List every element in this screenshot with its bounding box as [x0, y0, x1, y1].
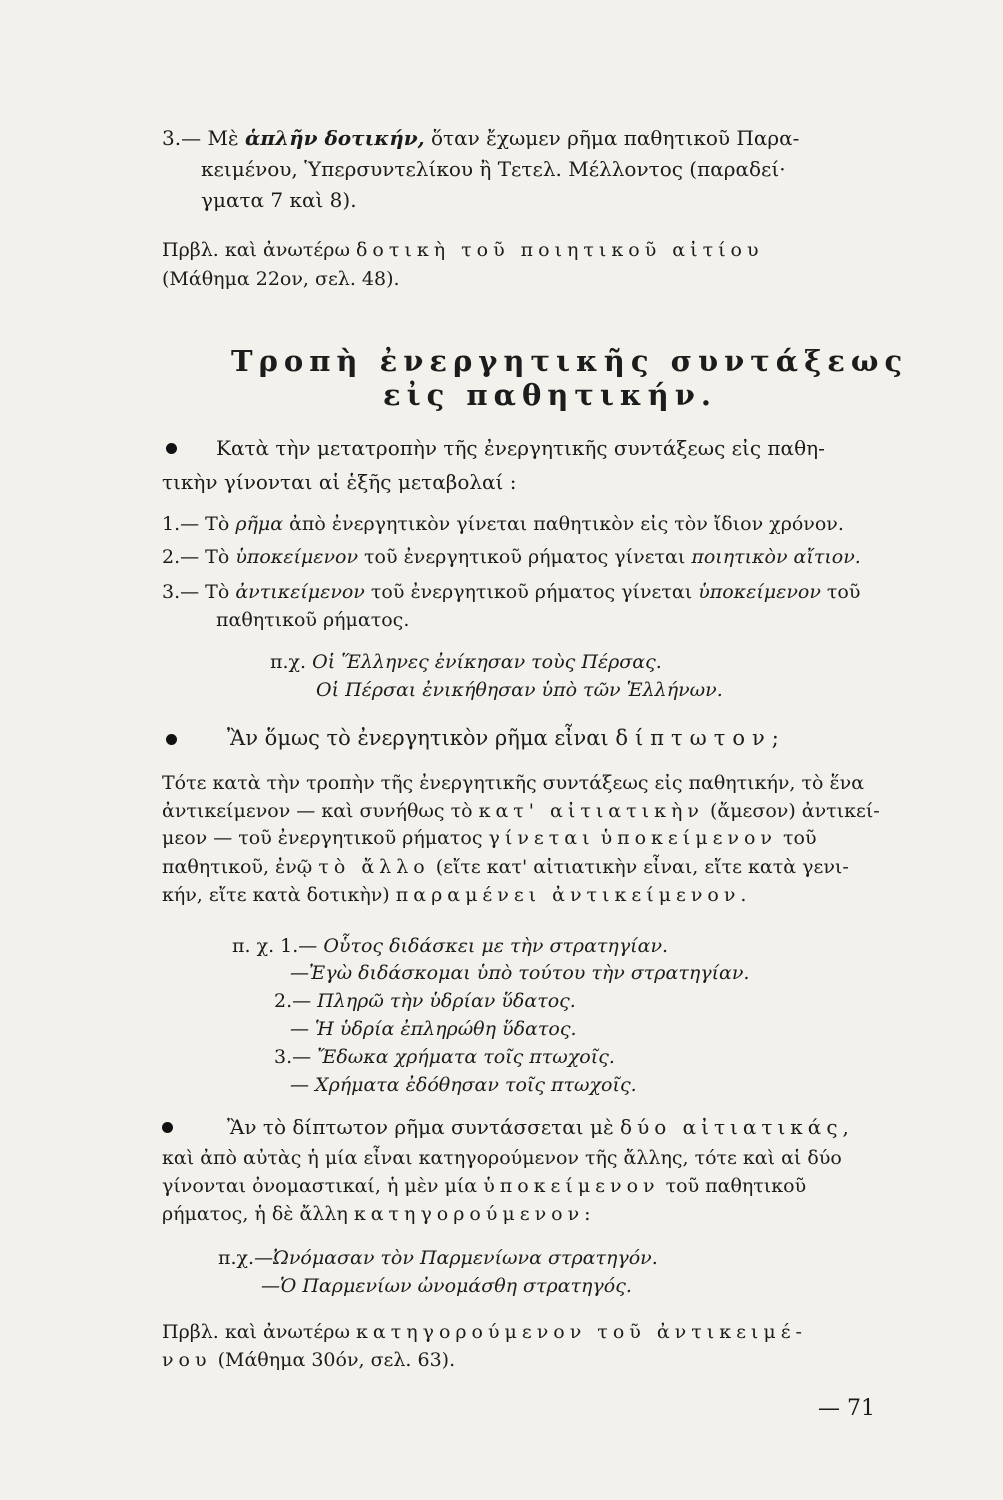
section-heading-line2: εἰς παθητικήν. [383, 378, 717, 412]
para2-line5: παθητικοῦ, ἐνῷ τὸ ἄλλο (εἴτε κατ' αἰτιατικὴν εἶναι, εἴτε κατὰ γενι- [162, 856, 849, 878]
example-2: Οἱ Πέρσαι ἐνικήθησαν ὑπὸ τῶν Ἑλλήνων. [316, 679, 723, 701]
section3-reference: Πρβλ. καὶ ἀνωτέρω δοτικὴ τοῦ ποιητικοῦ αἰτίου [162, 239, 764, 261]
rule-item-2: 2.— Τὸ ὑποκείμενον τοῦ ἐνεργητικοῦ ρήματος γίνεται ποιητικὸν αἴτιον. [162, 546, 861, 568]
section3-line3: γματα 7 καὶ 8). [201, 188, 357, 212]
para2-line1: Ἂν ὅμως τὸ ἐνεργητικὸν ρῆμα εἶναι δίπτωτον; [227, 726, 786, 750]
section3-reference-line2: (Μάθημα 22ον, σελ. 48). [162, 268, 400, 290]
section-heading-line1: Τροπὴ ἐνεργητικῆς συντάξεως [231, 344, 909, 378]
para3-line3: γίνονται ὀνομαστικαί, ἡ μὲν μία ὑποκείμενον τοῦ παθητικοῦ [162, 1175, 807, 1197]
section3-line2: κειμένου, Ὑπερσυντελίκου ἢ Τετελ. Μέλλοντος (παραδεί· [201, 157, 786, 181]
bullet-icon [162, 1122, 173, 1133]
page-number: — 71 [818, 1396, 875, 1421]
example-3: 3.— Ἔδωκα χρήματα τοῖς πτωχοῖς. [274, 1046, 615, 1068]
para2-line3: ἀντικείμενον — καὶ συνήθως τὸ κατ' αἰτιατικὴν (ἄμεσον) ἀντικεί- [162, 800, 880, 822]
para1-line2: τικὴν γίνονται αἱ ἑξῆς μεταβολαί : [162, 470, 517, 494]
example-1: π. χ. 1.— Οὗτος διδάσκει με τὴν στρατηγίαν. [232, 935, 669, 957]
para3-reference-line2: νου (Μάθημα 30όν, σελ. 63). [162, 1349, 456, 1371]
para2-line6: κήν, εἴτε κατὰ δοτικὴν) παραμένει ἀντικείμενον. [162, 884, 752, 906]
section3-line1: 3.— Μὲ ἁπλῆν δοτικήν, ὅταν ἔχωμεν ρῆμα παθητικοῦ Παρα- [162, 126, 800, 150]
example-1b: —Ἐγὼ διδάσκομαι ὑπὸ τούτου τὴν στρατηγίαν. [290, 962, 750, 984]
emphasis-text: ἁπλῆν δοτικήν, [245, 126, 425, 150]
example-2: —Ὁ Παρμενίων ὠνομάσθη στρατηγός. [261, 1275, 632, 1297]
bullet-icon [166, 734, 177, 745]
rule-item-3-line2: παθητικοῦ ρήματος. [216, 609, 410, 631]
para2-line4: μεον — τοῦ ἐνεργητικοῦ ρήματος γίνεται ὑποκείμενον τοῦ [162, 827, 817, 849]
example-2: 2.— Πληρῶ τὴν ὑδρίαν ὕδατος. [274, 990, 576, 1012]
example-3b: — Χρήματα ἐδόθησαν τοῖς πτωχοῖς. [290, 1074, 637, 1096]
example-1: π.χ.—Ὠνόμασαν τὸν Παρμενίωνα στρατηγόν. [218, 1247, 658, 1269]
example-1: π.χ. Οἱ Ἕλληνες ἐνίκησαν τοὺς Πέρσας. [270, 651, 662, 673]
para1-line1: Κατὰ τὴν μετατροπὴν τῆς ἐνεργητικῆς συντάξεως εἰς παθη- [216, 436, 825, 460]
para3-line2: καὶ ἀπὸ αὐτὰς ἡ μία εἶναι κατηγορούμενον τῆς ἄλλης, τότε καὶ αἱ δύο [162, 1147, 842, 1169]
bullet-icon [166, 443, 177, 454]
para3-line4: ρήματος, ἡ δὲ ἄλλη κατηγορούμενον: [162, 1203, 596, 1225]
example-2b: — Ἡ ὑδρία ἐπληρώθη ὕδατος. [290, 1018, 577, 1040]
rule-item-3: 3.— Τὸ ἀντικείμενον τοῦ ἐνεργητικοῦ ρήματος γίνεται ὑποκείμενον τοῦ [162, 581, 861, 603]
rule-item-1: 1.— Τὸ ρῆμα ἀπὸ ἐνεργητικὸν γίνεται παθητικὸν εἰς τὸν ἴδιον χρόνον. [162, 513, 844, 535]
para2-line2: Τότε κατὰ τὴν τροπὴν τῆς ἐνεργητικῆς συντάξεως εἰς παθητικήν, τὸ ἕνα [162, 772, 865, 794]
para3-line1: Ἂν τὸ δίπτωτον ρῆμα συντάσσεται μὲ δύο αἰτιατικάς, [227, 1115, 854, 1139]
para3-reference: Πρβλ. καὶ ἀνωτέρω κατηγορούμενον τοῦ ἀντικειμέ- [162, 1321, 807, 1343]
